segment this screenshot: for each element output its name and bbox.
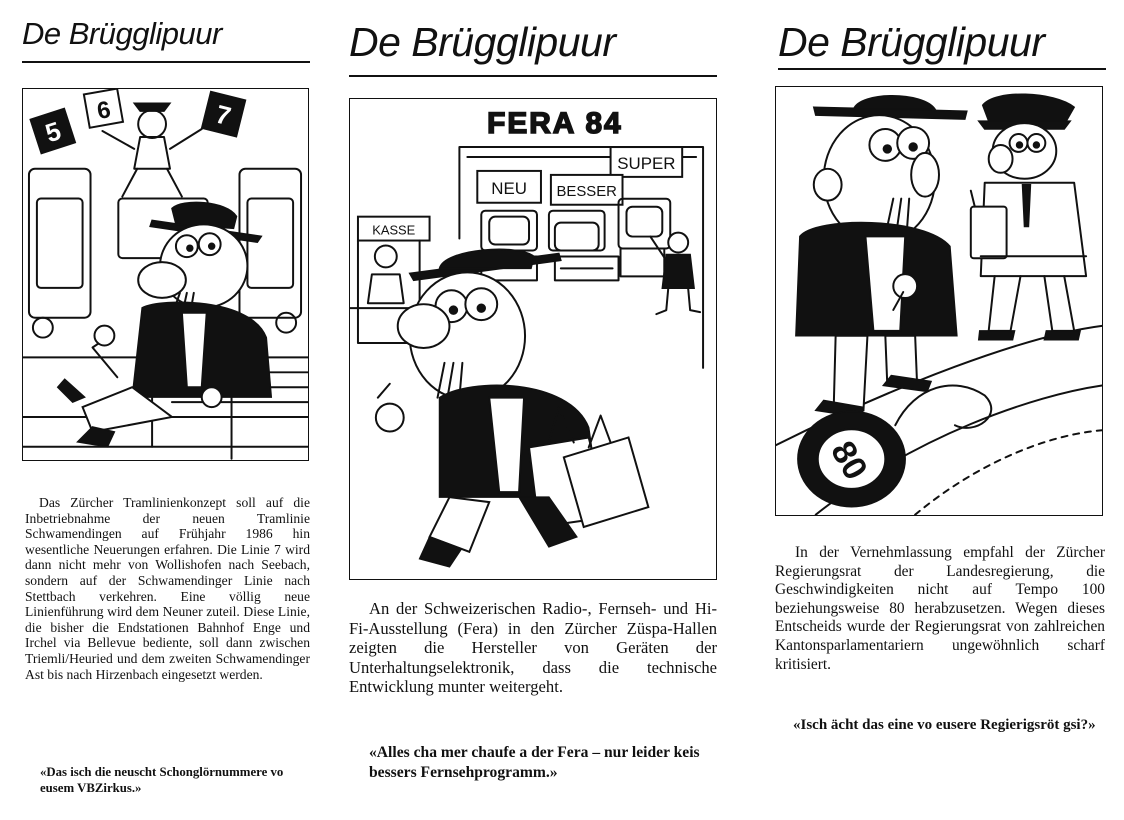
title-rule <box>778 68 1106 70</box>
cartoon-caption-quote: «Isch ächt das eine vo eusere Regierigsröt gsi?» <box>793 717 1096 733</box>
svg-text:6: 6 <box>94 96 113 126</box>
article-text: In der Vernehmlassung empfahl der Zürcher Regierungsrat der Landesregierung, die Geschwindigkeiten nicht auf Tempo 100 beziehungsweise 80 herabzusetzen. Wegen dieses Entscheids wurde der Regierungsrat von zahlreichen Kantonsparlamentariern ungewöhnlich scharf kritisiert. <box>775 544 1105 673</box>
strip-title: De Brügglipuur <box>778 19 1045 65</box>
article-text: An der Schweizerischen Radio-, Fernseh- und Hi-Fi-Ausstellung (Fera) in den Zürcher Züspa-Hallen zeigten die Hersteller von Geräten der Unterhaltungselektronik, dass die technische Entwicklung munter weitergeht. <box>349 599 717 697</box>
super-sign: SUPER <box>617 153 676 173</box>
number-sign-5 <box>30 108 75 153</box>
cartoon-caption-quote: «Alles cha mer chaufe a der Fera – nur leider keis bessers Fernsehprogramm.» <box>369 744 700 781</box>
svg-text:5: 5 <box>42 117 65 149</box>
strip-title: De Brügglipuur <box>22 16 222 51</box>
title-rule <box>22 61 310 63</box>
article-text: Das Zürcher Tramlinienkonzept soll auf die Inbetriebnahme der neuen Tramlinie Schwamendingen auf Frühjahr 1986 hin wesentliche Neuerungen erfahren. Die Linie 7 wird dann nicht mehr von Wollishofen nach Seebach, sondern auf der Schwamendinger Linie nach Stettbach verkehren. Eine völlig neue Linienführung wird dem Neuner zuteil. Diese Linie, die bisher die Endstationen Bahnhof Enge und Irchel via Bellevue bediente, soll dann zwischen Triemli/Heuried und dem zweiten Schwamendinger Ast bis nach Hirzenbach eingesetzt werden. <box>25 495 310 682</box>
kasse-sign: KASSE <box>372 222 416 238</box>
svg-text:80: 80 <box>823 434 875 487</box>
cartoon-fera-shopper-illustration <box>350 99 716 579</box>
cartoon-panel-tram <box>22 88 309 461</box>
cartoon-panel-speed <box>775 86 1103 516</box>
cartoon-police-speed-illustration <box>776 87 1102 515</box>
title-rule <box>349 75 717 77</box>
besser-sign: BESSER <box>556 183 617 200</box>
cartoon-caption-quote: «Das isch die neuscht Schonglörnummere vo eusem VBZirkus.» <box>40 765 284 795</box>
strip-title: De Brügglipuur <box>349 19 616 65</box>
cartoon-tram-juggler-illustration <box>23 89 308 460</box>
neu-sign: NEU <box>491 178 527 198</box>
fera-banner-sign: FERA 84 <box>487 107 623 141</box>
number-sign-7 <box>202 91 246 136</box>
svg-text:7: 7 <box>212 100 234 132</box>
number-sign-6 <box>84 89 123 128</box>
cartoon-panel-fera <box>349 98 717 580</box>
speed-limit-sign-80 <box>798 411 905 506</box>
